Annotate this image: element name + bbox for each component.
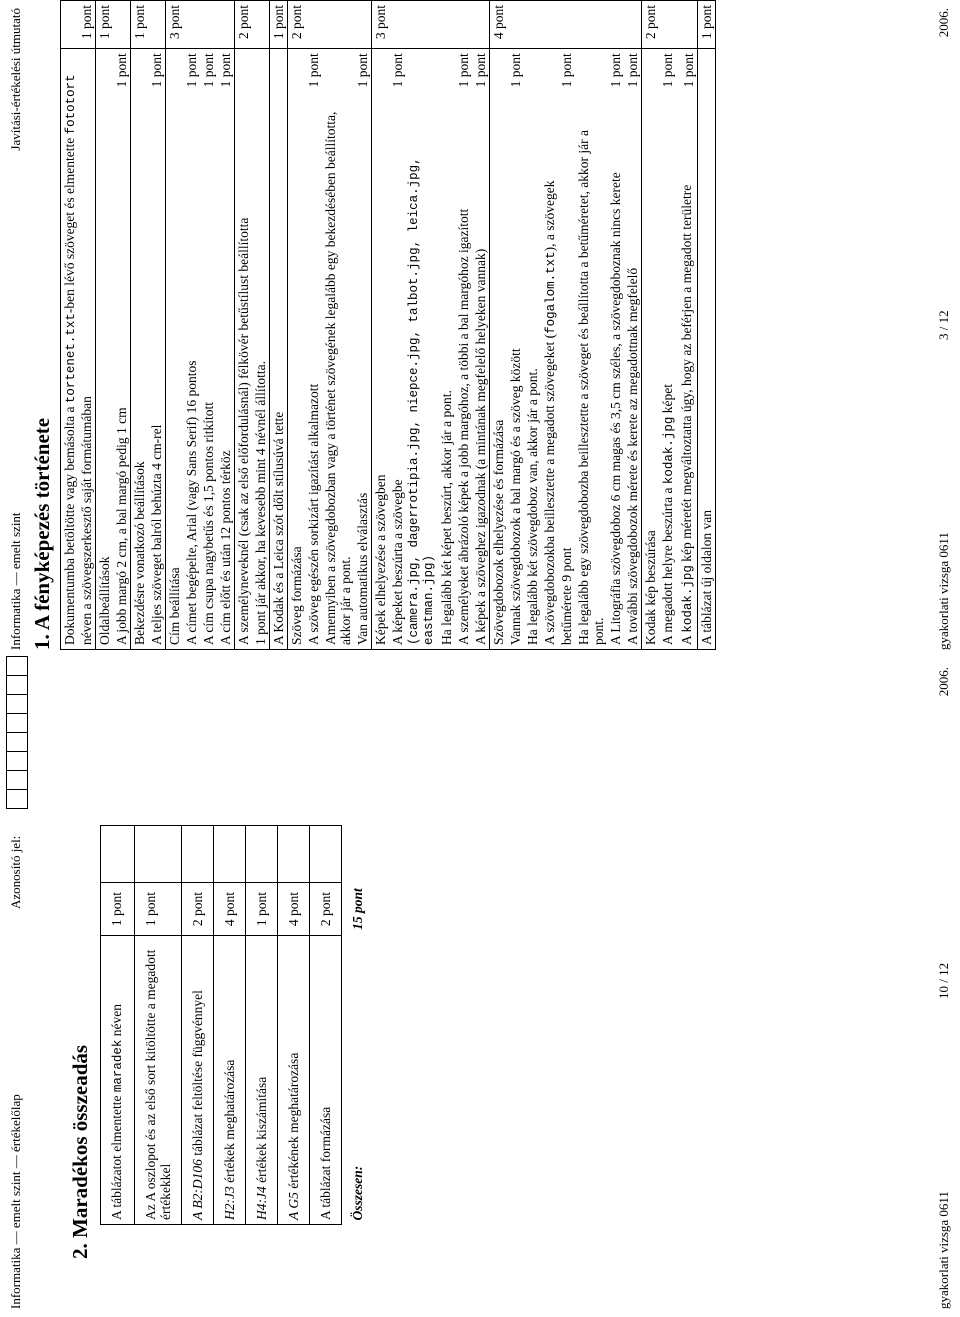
table-row: Bekezdésre vonatkozó beállítások 1 pont [131,1,149,650]
table-row: (camera.jpg, dagerrotipia.jpg, niepce.jpg, talbot.jpg, leica.jpg, eastman.jpg) [406,1,438,650]
table-row: Van automatikus elválasztás 1 pont [354,1,372,650]
right-header: Informatika — emelt szint Javítási-értékelési útmutató [8,8,23,650]
table-row: Szöveg formázása 2 pont [288,1,306,650]
table-row: Dokumentumba betöltötte vagy bemásolta a tortenet.txt-ben lévő szöveget és elmentette fototort néven a szövegszerkesztő saját formátumában 1 pont [61,1,96,650]
table-row: A cím csupa nagybetűs és 1,5 pontos ritkított 1 pont [200,1,217,650]
left-page [0,659,960,1317]
table-row: A táblázat új oldalon van 1 pont [698,1,716,650]
table-row: Az A oszlopot és az első sort kitöltötte a megadott értékekkel 1 pont [135,826,182,1225]
table-row: A személyeket ábrázoló képek a jobb margóhoz, a többi a bal margóhoz igazított 1 pont [455,1,472,650]
table-row: A cím előtt és után 12 pontos térköz 1 pont [217,1,235,650]
left-header-subject: Informatika — emelt szint — értékelőlap [8,1094,23,1309]
table-row: A G5 értékének meghatározása 4 pont [278,826,310,1225]
table-row: A megadott helyre beszúrta a kodak.jpg képet 1 pont [659,1,678,650]
table-row: H4:J4 értékek kiszámítása 1 pont [246,826,278,1225]
table-row: Ha legalább két képet beszúrt, akkor jár a pont. [438,1,455,650]
table-row: A további szövegdobozok mérete és kerete az megadottnak megfelelő 1 pont [624,1,642,650]
table-row: A táblázatot elmentette maradek néven 1 pont [101,826,135,1225]
section-title-1: 1. A fényképezés története [30,417,54,650]
table-row: A teljes szöveget balról behúzta 4 cm-rel 1 pont [148,1,166,650]
table-row: A képek a szöveghez igazodnak (a mintának megfelelő helyeken vannak) 1 pont [472,1,490,650]
table-row: Képek elhelyezése a szövegben 3 pont [372,1,390,650]
right-footer: gyakorlati vizsga 0611 3 / 12 2006. [936,8,951,650]
table-row: A szöveg egészén sorkizárt igazítást alkalmazott 1 pont [305,1,322,650]
table-row: A B2:D106 táblázat feltöltése függvénnyel 2 pont [182,826,214,1225]
grading-table-1 [60,0,716,650]
table-row: A Kodak és a Leica szót dőlt stílusúvá tette 1 pont [270,1,288,650]
table-row: Amennyiben a szövegdobozban vagy a történet szövegének legalább egy bekezdésében beállította, akkor jár a pont. [322,1,354,650]
table-row: Vannak szövegdobozok a bal margó és a szöveg között 1 pont [507,1,524,650]
table-row: A képeket beszúrta a szövegbe 1 pont [389,1,406,650]
grading-table-2 [100,825,373,1225]
table-row: A címet begépelte, Arial (vagy Sans Serif) 16 pontos 1 pont [183,1,200,650]
left-header [6,667,28,1309]
right-page [0,0,960,658]
table-row: A személyneveknél (csak az első előfordulásnál) félkövér betűstílust beállította 2 pont [235,1,253,650]
table-row: A kodak.jpg kép méretét megváltoztatta úgy, hogy az beférjen a megadott területre 1 pont [678,1,698,650]
table-row: A Litográfia szövegdoboz 6 cm magas és 3,5 cm széles, a szövegdoboznak nincs kerete 1 pont [607,1,624,650]
table-row: Ha legalább egy szövegdobozba beillesztette a szöveget és beállította a betűméretet, akkor jár a pont. [575,1,607,650]
table-row: Cím beállítása 3 pont [166,1,184,650]
table-row: Ha legalább két szövegdoboz van, akkor jár a pont. [524,1,541,650]
table-row: H2:J3 értékek meghatározása 4 pont [214,826,246,1225]
table-row: A jobb margó 2 cm, a bal margó pedig 1 cm 1 pont [113,1,131,650]
table-row: A szövegdobozokba beillesztette a megadott szövegeket (fogalom.txt), a szövegek betűmérete 9 pont 1 pont [541,1,575,650]
table-row: A táblázat formázása 2 pont [310,826,342,1225]
table-row: Szövegdobozok elhelyezése és formázása 4 pont [490,1,508,650]
id-label: Azonosító jel: [8,835,23,909]
total-row: Összesen: 15 pont [350,888,365,1221]
section-title-2: 2. Maradékos összeadás [68,1044,92,1259]
left-footer: gyakorlati vizsga 0611 10 / 12 2006. [936,667,951,1309]
id-boxes[interactable] [6,656,28,809]
table-row: Oldalbeállítások 1 pont [96,1,114,650]
table-row: Kodak kép beszúrása 2 pont [642,1,660,650]
table-row: 1 pont jár akkor, ha kevesebb mint 4 névnél állította. [252,1,270,650]
